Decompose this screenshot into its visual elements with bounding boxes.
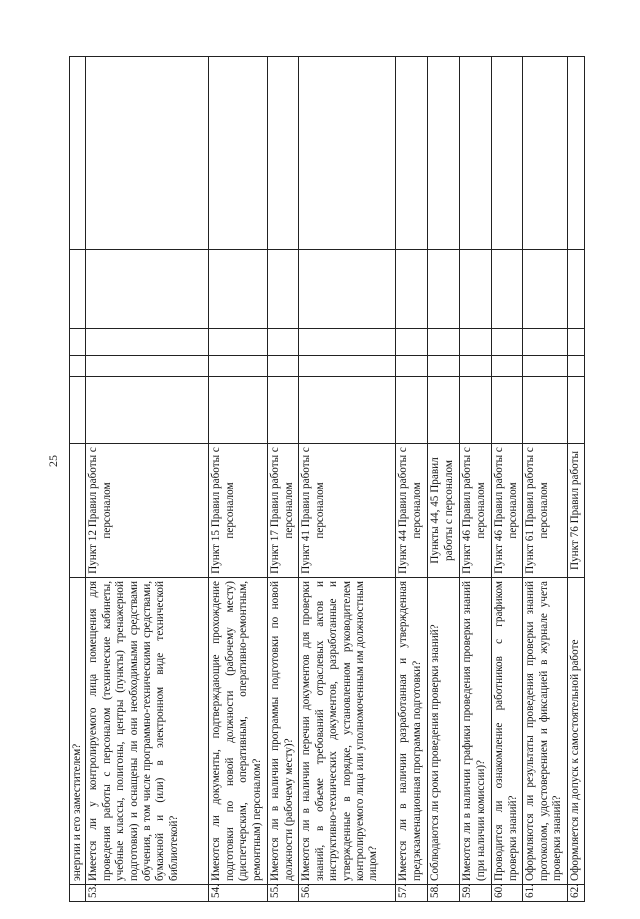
empty-cell xyxy=(209,377,268,444)
empty-cell xyxy=(460,377,492,444)
empty-cell xyxy=(209,329,268,356)
row-number: 54. xyxy=(209,885,268,902)
reference-cell: Пункт 41 Правил работы с персоналом xyxy=(299,444,396,578)
empty-cell xyxy=(299,329,396,356)
empty-cell xyxy=(70,377,86,444)
reference-cell: Пункты 44, 45 Правил работы с персоналом xyxy=(428,444,460,578)
row-number: 62. xyxy=(568,885,585,902)
question-cell: Имеются ли документы, подтверждающие прохождение подготовки по новой должности (рабочему месту) (диспетчерским, оперативным, оперативно-ремонтным, ремонтным) персоналом? xyxy=(209,578,268,885)
empty-cell xyxy=(299,250,396,329)
empty-cell xyxy=(523,57,568,250)
question-cell: Имеются ли в наличии программы подготовки по новой должности (рабочему месту)? xyxy=(268,578,299,885)
empty-cell xyxy=(492,377,523,444)
empty-cell xyxy=(460,57,492,250)
empty-cell xyxy=(70,356,86,377)
checklist-table xyxy=(69,56,585,902)
empty-cell xyxy=(70,57,86,250)
empty-cell xyxy=(523,356,568,377)
table-row xyxy=(299,57,396,902)
empty-cell xyxy=(492,250,523,329)
reference-cell: Пункт 17 Правил работы с персоналом xyxy=(268,444,299,578)
empty-cell xyxy=(428,250,460,329)
empty-cell xyxy=(86,377,209,444)
row-number: 56. xyxy=(299,885,396,902)
empty-cell xyxy=(86,57,209,250)
empty-cell xyxy=(396,57,428,250)
table-row xyxy=(86,57,209,902)
row-number: 57. xyxy=(396,885,428,902)
reference-cell: Пункт 46 Правил работы с персоналом xyxy=(460,444,492,578)
reference-cell: Пункт 15 Правил работы с персоналом xyxy=(209,444,268,578)
question-cell: Соблюдаются ли сроки проведения проверки знаний? xyxy=(428,578,460,885)
empty-cell xyxy=(396,356,428,377)
empty-cell xyxy=(209,250,268,329)
empty-cell xyxy=(268,356,299,377)
empty-cell xyxy=(492,57,523,250)
empty-cell xyxy=(299,57,396,250)
question-cell: Оформляются ли результаты проведения проверки знаний протоколом, удостоверением и фиксацией в журнале учета проверки знаний? xyxy=(523,578,568,885)
empty-cell xyxy=(568,377,585,444)
table-row xyxy=(428,57,460,902)
empty-cell xyxy=(428,356,460,377)
table-row xyxy=(492,57,523,902)
empty-cell xyxy=(268,250,299,329)
row-number: 58. xyxy=(428,885,460,902)
empty-cell xyxy=(396,329,428,356)
empty-cell xyxy=(523,329,568,356)
empty-cell xyxy=(460,250,492,329)
question-cell: Проводится ли ознакомление работников с графиком проверки знаний? xyxy=(492,578,523,885)
empty-cell xyxy=(568,57,585,250)
question-cell: энергии и его заместителем? xyxy=(70,578,86,885)
empty-cell xyxy=(268,329,299,356)
empty-cell xyxy=(86,356,209,377)
empty-cell xyxy=(428,57,460,250)
empty-cell xyxy=(568,250,585,329)
question-cell: Имеется ли у контролируемого лица помещения для проведения работы с персоналом (технические кабинеты, учебные классы, полигоны, центры (пункты) тренажерной подготовки) и оснащены ли они необходимыми средствами обучения, в том числе программно-техническими средствами, бумажной и (или) в электронном виде технической библиотекой? xyxy=(86,578,209,885)
empty-cell xyxy=(268,57,299,250)
reference-cell: Пункт 12 Правил работы с персоналом xyxy=(86,444,209,578)
checklist-page xyxy=(69,57,614,902)
empty-cell xyxy=(568,329,585,356)
row-number: 59. xyxy=(460,885,492,902)
table-row xyxy=(568,57,585,902)
table-row xyxy=(460,57,492,902)
empty-cell xyxy=(492,329,523,356)
empty-cell xyxy=(70,329,86,356)
empty-cell xyxy=(396,250,428,329)
empty-cell xyxy=(523,377,568,444)
empty-cell xyxy=(428,377,460,444)
empty-cell xyxy=(396,377,428,444)
row-number: 55. xyxy=(268,885,299,902)
empty-cell xyxy=(460,356,492,377)
empty-cell xyxy=(209,356,268,377)
empty-cell xyxy=(299,377,396,444)
empty-cell xyxy=(460,329,492,356)
table-row xyxy=(70,57,86,902)
empty-cell xyxy=(86,250,209,329)
row-number xyxy=(70,885,86,902)
reference-cell: Пункт 61 Правил работы с персоналом xyxy=(523,444,568,578)
empty-cell xyxy=(209,57,268,250)
table-row xyxy=(396,57,428,902)
empty-cell xyxy=(523,250,568,329)
row-number: 60. xyxy=(492,885,523,902)
question-cell: Имеется ли в наличии разработанная и утвержденная предэкзаменационная программа подготовки? xyxy=(396,578,428,885)
row-number: 61. xyxy=(523,885,568,902)
reference-cell xyxy=(70,444,86,578)
empty-cell xyxy=(492,356,523,377)
empty-cell xyxy=(70,250,86,329)
table-row xyxy=(209,57,268,902)
question-cell: Имеются ли в наличии перечни документов для проверки знаний, в объеме требований отраслевых актов и инструктивно-технических документов, разработанные и утвержденные в порядке, установленном руководителем контролируемого лица или уполномоченным им должностным лицом? xyxy=(299,578,396,885)
empty-cell xyxy=(86,329,209,356)
empty-cell xyxy=(568,356,585,377)
question-cell: Имеются ли в наличии графики проведения проверки знаний (при наличии комиссии)? xyxy=(460,578,492,885)
empty-cell xyxy=(268,377,299,444)
table-row xyxy=(268,57,299,902)
reference-cell: Пункт 76 Правил работы xyxy=(568,444,585,578)
empty-cell xyxy=(299,356,396,377)
row-number: 53. xyxy=(86,885,209,902)
page-number: 25 xyxy=(46,455,60,467)
empty-cell xyxy=(428,329,460,356)
question-cell: Оформляется ли допуск к самостоятельной работе xyxy=(568,578,585,885)
reference-cell: Пункт 44 Правил работы с персоналом xyxy=(396,444,428,578)
table-row xyxy=(523,57,568,902)
reference-cell: Пункт 46 Правил работы с персоналом xyxy=(492,444,523,578)
